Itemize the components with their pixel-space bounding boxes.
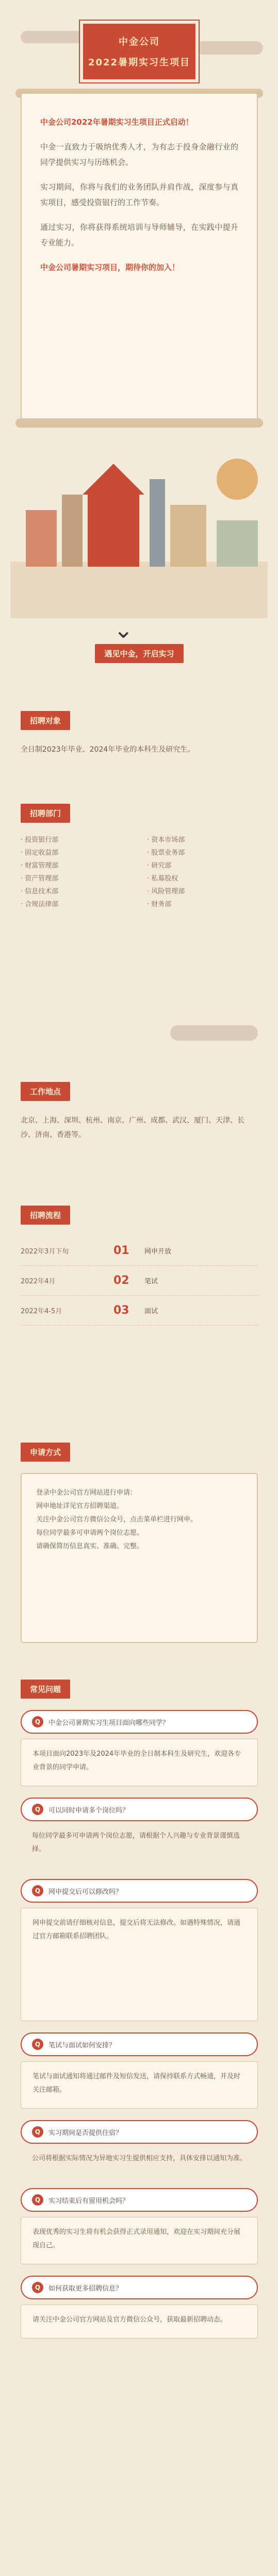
schedule-label: 网申开放 xyxy=(144,1248,172,1256)
cloud-decoration xyxy=(170,1025,258,1041)
faq-answer: 本项目面向2023年及2024年毕业的全日制本科生及研究生，欢迎各专业背景的同学申请。 xyxy=(21,1739,258,1786)
section-departments xyxy=(21,804,258,908)
hero-banner-line: 中金公司 xyxy=(119,37,160,47)
section-title: 招聘部门 xyxy=(21,804,70,823)
faq-answer: 表现优秀的实习生将有机会获得正式录用通知，欢迎在实习期间充分展现自己。 xyxy=(21,2217,258,2264)
faq-item xyxy=(21,2120,258,2177)
schedule-number: 02 xyxy=(113,1274,129,1287)
schedule-label: 面试 xyxy=(144,1308,158,1315)
faq-question[interactable] xyxy=(21,1798,258,1821)
schedule-label: 笔试 xyxy=(144,1278,158,1285)
faq-question-text: 实习结束后有留用机会吗？ xyxy=(48,2197,129,2205)
section-apply xyxy=(21,1443,258,1643)
department-item: · 股票业务部 xyxy=(147,847,258,857)
faq-item xyxy=(21,2188,258,2264)
q-icon: Q xyxy=(32,2039,43,2050)
apply-line: 每位同学最多可申请两个岗位志愿。 xyxy=(36,1529,144,1537)
faq-item xyxy=(21,1798,258,1868)
faq-answer: 请关注中金公司官方网站及官方微信公众号，获取最新招聘动态。 xyxy=(21,2304,258,2338)
schedule-date: 2022年4月 xyxy=(21,1278,56,1285)
faq-item xyxy=(21,1879,258,2021)
faq-item xyxy=(21,2032,258,2109)
schedule-date: 2022年4-5月 xyxy=(21,1308,62,1315)
section-schedule xyxy=(21,1206,258,1326)
faq-question[interactable] xyxy=(21,2276,258,2299)
department-item: · 投资银行部 xyxy=(21,834,132,844)
section-body: 北京、上海、深圳、杭州、南京、广州、成都、武汉、厦门、天津、长沙、济南、香港等。 xyxy=(21,1116,244,1139)
faq-answer: 笔试与面试通知将通过邮件及短信发送，请保持联系方式畅通，并及时关注邮箱。 xyxy=(21,2061,258,2109)
faq-question-text: 可以同时申请多个岗位吗？ xyxy=(48,1806,129,1815)
section-faq xyxy=(21,1680,258,2338)
faq-item xyxy=(21,1710,258,1786)
schedule-date: 2022年3月下旬 xyxy=(21,1248,69,1256)
intro-highlight: 中金公司暑期实习项目，期待你的加入！ xyxy=(40,263,180,272)
intro-paragraph: 通过实习，你将获得系统培训与导师辅导，在实践中提升专业能力。 xyxy=(40,223,238,247)
department-item: · 资本市场部 xyxy=(147,834,258,844)
faq-question-text: 如何获取更多招聘信息？ xyxy=(48,2284,123,2293)
city-illustration xyxy=(10,433,268,618)
schedule-row xyxy=(21,1266,258,1296)
department-item: · 财富管理部 xyxy=(21,860,132,870)
apply-line: 请确保简历信息真实、准确、完整。 xyxy=(36,1543,144,1550)
department-item: · 合规法律部 xyxy=(21,899,132,908)
faq-question[interactable] xyxy=(21,1879,258,1903)
q-icon: Q xyxy=(32,2194,43,2206)
department-list xyxy=(21,834,258,908)
q-icon: Q xyxy=(32,1885,43,1896)
department-item: · 私募股权 xyxy=(147,873,258,883)
hero-banner xyxy=(80,21,199,82)
schedule-table xyxy=(21,1236,258,1326)
section-location xyxy=(21,1082,258,1142)
q-icon: Q xyxy=(32,1804,43,1815)
apply-line: 登录中金公司官方网站进行申请： xyxy=(36,1489,137,1497)
faq-question-text: 笔试与面试如何安排？ xyxy=(48,2041,116,2049)
apply-line: 网申地址详见官方招聘渠道。 xyxy=(36,1502,124,1510)
q-icon: Q xyxy=(32,2282,43,2293)
department-item: · 风险管理部 xyxy=(147,886,258,895)
intro-paragraph: 中金公司2022年暑期实习生项目正式启动！ xyxy=(40,117,193,127)
schedule-row xyxy=(21,1296,258,1326)
section-meet xyxy=(21,644,258,663)
faq-question[interactable] xyxy=(21,1710,258,1734)
cloud-decoration xyxy=(21,31,83,43)
scroll-bottom-cap xyxy=(15,418,263,428)
schedule-number: 01 xyxy=(113,1244,129,1257)
faq-question[interactable] xyxy=(21,2032,258,2056)
swallow-icon: ⌄ xyxy=(113,616,134,643)
apply-box xyxy=(21,1473,258,1643)
cloud-decoration xyxy=(196,41,263,55)
faq-item xyxy=(21,2276,258,2338)
section-title: 常见问题 xyxy=(21,1680,70,1699)
faq-question-text: 网申提交后可以修改吗？ xyxy=(48,1888,123,1896)
department-item: · 信息技术部 xyxy=(21,886,132,895)
department-item: · 固定收益部 xyxy=(21,847,132,857)
intro-paragraph: 实习期间，你将与我们的业务团队并肩作战，深度参与真实项目，感受投资银行的工作节奏。 xyxy=(40,182,238,207)
hero-banner-line: 2022暑期实习生项目 xyxy=(88,57,191,68)
section-title: 招聘对象 xyxy=(21,711,70,730)
section-title: 遇见中金，开启实习 xyxy=(95,644,183,663)
faq-answer: 网申提交前请仔细核对信息，提交后将无法修改。如遇特殊情况，请通过官方邮箱联系招聘团队。 xyxy=(21,1908,258,2021)
faq-answer: 每位同学最多可申请两个岗位志愿，请根据个人兴趣与专业背景谨慎选择。 xyxy=(32,1832,240,1853)
section-body: 全日制2023年毕业、2024年毕业的本科生及研究生。 xyxy=(21,745,195,754)
q-icon: Q xyxy=(32,1716,43,1727)
section-title: 工作地点 xyxy=(21,1082,70,1101)
intro-paragraph: 中金一直致力于吸纳优秀人才，为有志于投身金融行业的同学提供实习与历练机会。 xyxy=(40,142,238,167)
q-icon: Q xyxy=(32,2126,43,2138)
faq-question[interactable] xyxy=(21,2120,258,2144)
department-item: · 资产管理部 xyxy=(21,873,132,883)
section-title: 招聘流程 xyxy=(21,1206,70,1225)
schedule-row xyxy=(21,1236,258,1266)
faq-answer: 公司将根据实际情况为异地实习生提供相应支持，具体安排以通知为准。 xyxy=(32,2155,247,2162)
apply-line: 关注中金公司官方微信公众号，点击菜单栏进行网申。 xyxy=(36,1516,198,1523)
schedule-number: 03 xyxy=(113,1304,129,1317)
section-title: 申请方式 xyxy=(21,1443,70,1462)
department-item: · 研究部 xyxy=(147,860,258,870)
faq-question-text: 实习期间是否提供住宿？ xyxy=(48,2129,123,2137)
intro-scroll xyxy=(21,93,258,422)
hero xyxy=(0,0,278,643)
section-target xyxy=(21,711,258,757)
department-item: · 财务部 xyxy=(147,899,258,908)
faq-question[interactable] xyxy=(21,2188,258,2212)
faq-question-text: 中金公司暑期实习生项目面向哪些同学？ xyxy=(48,1719,170,1727)
